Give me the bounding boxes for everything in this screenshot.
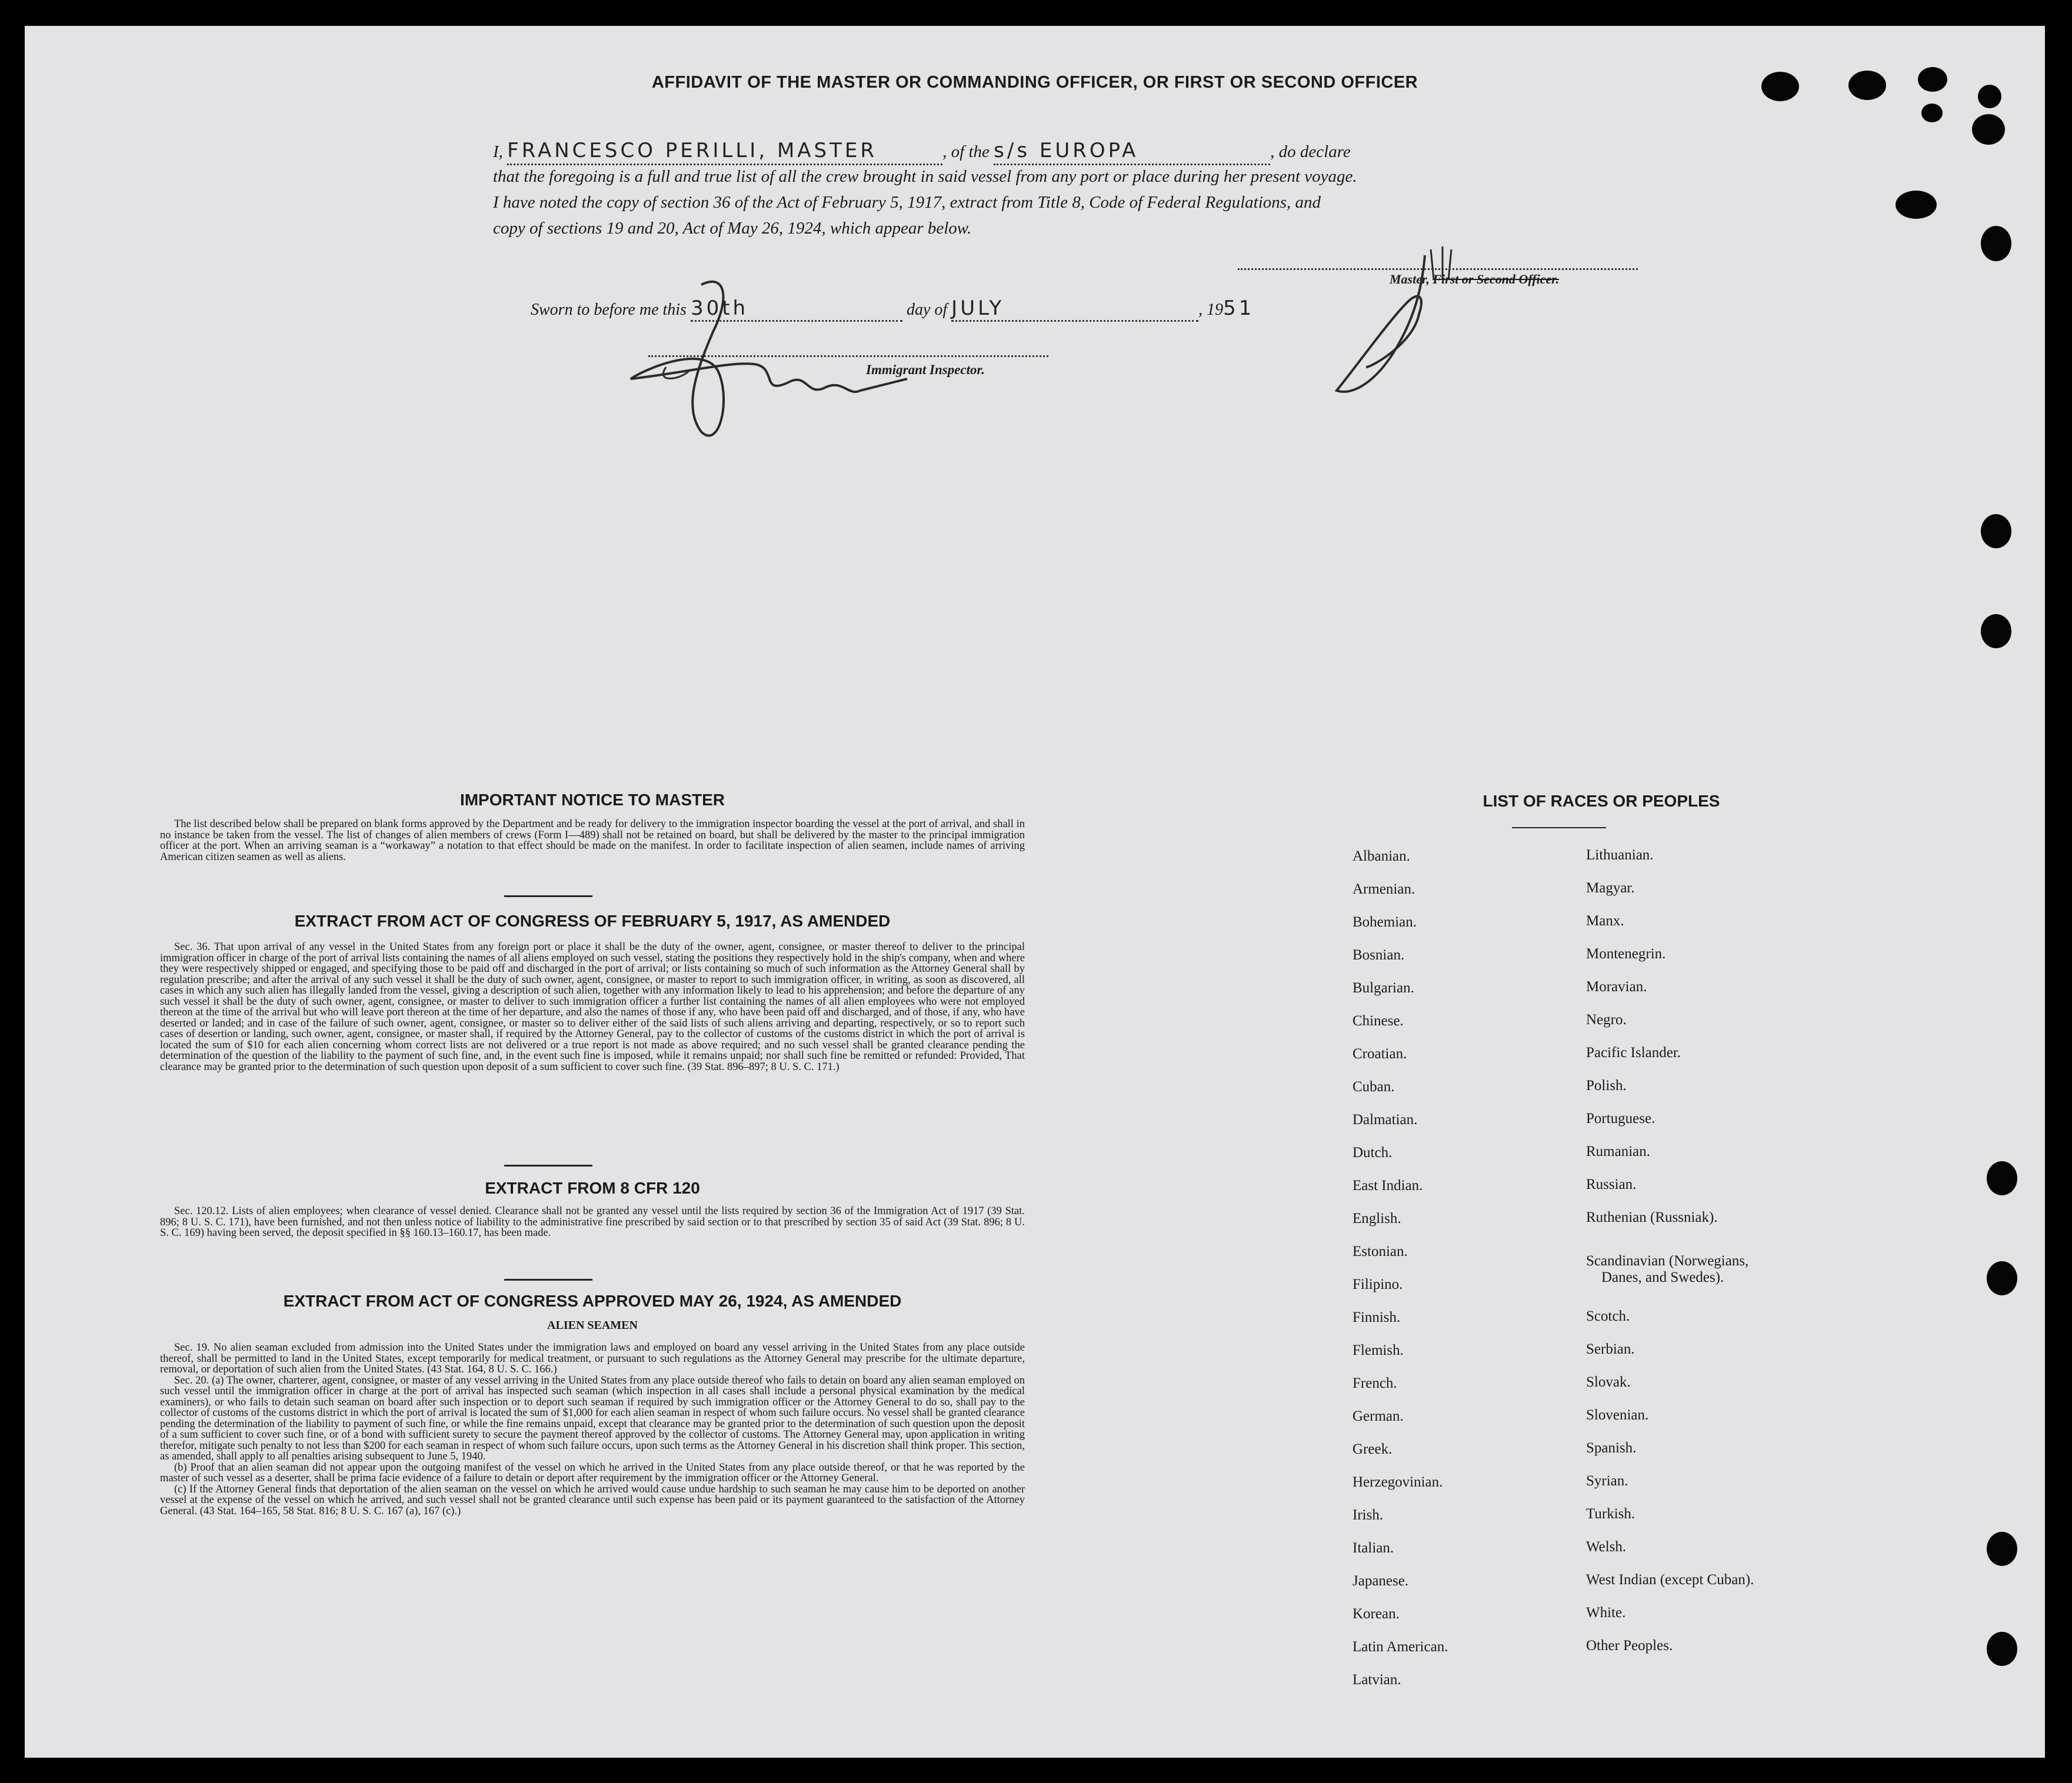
inspector-label: Immigrant Inspector. [866,362,985,377]
master-signature [1301,232,1490,408]
races-title: LIST OF RACES OR PEOPLES [1483,792,1720,810]
race-item: Portuguese. [1586,1111,1655,1127]
vessel-name-field: s/s EUROPA [994,138,1270,165]
do-declare-text: , do declare [1270,142,1351,161]
race-item: Bulgarian. [1353,980,1414,996]
race-item: Russian. [1586,1177,1637,1192]
extract-1917-paragraph: Sec. 36. That upon arrival of any vessel in the United States from any foreign port or place it shall be the duty of the owner, agent, consignee, or master thereof to deliver to the principal immigration officer in charge of the port of arrival lists containing the names of all aliens employed on such vessel, stating the positions they respectively hold in the ship's company, when and where they were respectively shipped or engaged, and specifying those to be paid off and discharged in the port of arrival; or lists containing so much of such information as the Attorney General shall by regulation prescribe; and after the arrival of any such vessel it shall be the duty of such owner, agent, consignee, or master to report to such immigration officer, in writing, as soon as discovered, all cases in which any such alien has illegally landed from the vessel, giving a description of such alien, together with any information likely to lead to his apprehension; and before the departure of any such vessel it shall be the duty of such owner, agent, consignee, or master to deliver to such immigration officer a further list containing the names of all alien employees who were not employed thereon at the time of the arrival but who will leave port thereon at the time of her departure, and also the names of those if any, who have been paid off and discharged, and of those, if any, who have deserted or landed; and in case of the failure of such owner, agent, consignee, or master so to deliver either of the said lists of such aliens arriving and departing, respectively, or so to report such cases of desertion or landing, such owner, agent, consignee, or master shall, if required by the Attorney General, pay to the collector of customs of the customs district in which the port of arrival is located the sum of $10 for each alien concerning whom correct lists are not delivered or a true report is not made as above required; and no such vessel shall be granted clearance pending the determination of the question of the liability to the payment of such fine, and, in the event such fine is imposed, while it remains unpaid; nor shall such fine be remitted or refunded: Provided, That clearance may be granted prior to the determination of such question upon deposit of a sum sufficient to cover such fine. (39 Stat. 896–897; 8 U. S. C. 171.) [160,941,1025,1073]
race-item: Polish. [1586,1078,1627,1094]
race-item: Herzegovinian. [1353,1474,1443,1490]
declaration-line-4: copy of sections 19 and 20, Act of May 26, 1924, which appear below. [493,219,972,238]
punch-hole [1972,114,2005,145]
races-divider [1512,827,1606,828]
section-divider [504,1279,592,1281]
sworn-month-field: JULY [951,296,1198,322]
race-item: Albanian. [1353,848,1410,864]
extract-1917-text [160,942,1025,1072]
race-item: Korean. [1353,1606,1400,1622]
affidavit-title: AFFIDAVIT OF THE MASTER OR COMMANDING OFFICER, OR FIRST OR SECOND OFFICER [651,73,1418,92]
race-item: Lithuanian. [1586,847,1654,863]
sworn-text: Sworn to before me this [531,301,687,319]
notice-text [160,819,1025,862]
race-item: West Indian (except Cuban). [1586,1572,1754,1588]
race-item: Estonian. [1353,1244,1408,1259]
punch-hole [1896,191,1937,219]
race-item: Slovak. [1586,1374,1631,1390]
race-item: Scandinavian (Norwegians, [1586,1253,1749,1269]
notice-paragraph: The list described below shall be prepared on blank forms approved by the Department and be ready for delivery to the immigration inspector boarding the vessel at the port of arrival, and shall in no instance be taken from the vessel. The list of changes of alien members of crews (Form I—489) shall not be retained on board, but shall be delivered by the master to the principal immigration officer at the port. When an arriving seaman is a “workaway” a notation to that effect should be made on the manifest. In order to facilitate inspection of alien seamen, include names of arriving American citizen seamen as well as aliens. [160,818,1025,863]
race-item: White. [1586,1605,1626,1621]
extract-1917-title: EXTRACT FROM ACT OF CONGRESS OF FEBRUARY 5, 1917, AS AMENDED [294,912,891,930]
sec20b-paragraph: (b) Proof that an alien seaman did not appear upon the outgoing manifest of the vessel on which he arrived in the United States from any place outside thereof, or that he was reported by the master of such vessel as a deserter, shall be prima facie evidence of a failure to detain or deport after requirement by the immigration officer or the Attorney General. [160,1461,1025,1484]
sworn-year-field: 51 [1223,296,1255,320]
sec20c-paragraph: (c) If the Attorney General finds that deportation of the alien seaman on the vessel on which he arrived would cause undue hardship to such seaman he may cause him to be deported on another vessel at the expense of the vessel on which he arrived, and such vessel shall not be granted clearance until such expense has been paid or its payment guaranteed to the satisfaction of the Attorney General. (43 Stat. 164–165, 58 Stat. 816; 8 U. S. C. 167 (a), 167 (c).) [160,1483,1025,1517]
declaration-line-3: I have noted the copy of section 36 of the Act of February 5, 1917, extract from Title 8, Code of Federal Regulations, and [493,193,1321,212]
race-item: French. [1353,1375,1397,1391]
punch-hole [1981,226,2011,261]
document-page [25,26,2045,1758]
race-item: Montenegrin. [1586,946,1666,962]
punch-hole [1981,514,2011,548]
race-item: Ruthenian (Russniak). [1586,1209,1718,1225]
race-item: Serbian. [1586,1341,1635,1357]
race-item: Scotch. [1586,1308,1630,1324]
punch-hole [1921,104,1943,122]
punch-hole [1981,614,2011,648]
punch-hole [1987,1261,2017,1295]
cfr-title: EXTRACT FROM 8 CFR 120 [485,1179,700,1197]
race-item: Welsh. [1586,1539,1627,1555]
race-item: Magyar. [1586,880,1635,896]
race-item: East Indian. [1353,1178,1423,1194]
race-item: Croatian. [1353,1046,1407,1062]
cfr-text [160,1206,1025,1239]
year-prefix-text: , 19 [1198,301,1224,319]
declaration-line-2: that the foregoing is a full and true list of all the crew brought in said vessel from any port or place during her present voyage. [493,167,1357,186]
race-item: Negro. [1586,1012,1627,1028]
section-divider [504,1165,592,1167]
race-item: German. [1353,1408,1404,1424]
punch-hole [1987,1161,2017,1195]
race-item: Slovenian. [1586,1407,1649,1423]
race-item: Manx. [1586,913,1624,929]
sec20a-paragraph: Sec. 20. (a) The owner, charterer, agent, consignee, or master of any vessel arriving in the United States from any place outside thereof who fails to detain on board any alien seaman employed on such vessel until the immigration officer in charge at the port of arrival has inspected such seaman (which inspection in all cases shall include a personal physical examination by the medical examiners), or who fails to detain such seaman on board after such inspection or to deport such seaman if required by such immigration officer or the Attorney General to do so, shall pay to the collector of customs of the customs district in which the port of arrival is located the sum of $1,000 for each alien seaman in respect of whom such failure occurs. No vessel shall be granted clearance pending the determination of the liability to payment of such fine, or while the fine remains unpaid, except that clearance may be granted prior to the determination of such question upon the deposit of a sum sufficient to cover such fine, or of a bond with sufficient surety to secure the payment thereof approved by the collector of customs. The Attorney General may, upon application in writing therefor, mitigate such penalty to not less than $200 for each seaman in respect of whom such failure occurs, upon such terms as the Attorney General in his discretion shall think proper. This section, as amended, shall apply to all penalties arising subsequent to June 5, 1940. [160,1374,1025,1462]
section-divider [504,895,592,897]
sec19-paragraph: Sec. 19. No alien seaman excluded from admission into the United States under the immigration laws and employed on board any vessel arriving in the United States from any place outside thereof, shall be permitted to land in the United States, except temporarily for medical treatment, or pursuant to such regulations as the Attorney General may prescribe for the ultimate departure, removal, or deportation of such alien from the United States. (43 Stat. 164, 8 U. S. C. 166.) [160,1342,1025,1375]
of-the-text: , of the [942,142,990,161]
race-item: Armenian. [1353,881,1415,897]
cfr-paragraph: Sec. 120.12. Lists of alien employees; when clearance of vessel denied. Clearance shall not be granted any vessel until the lists required by section 36 of the Immigration Act of 1917 (39 Stat. 896; 8 U. S. C. 171), have been furnished, and not then unless notice of liability to the administrative fine prescribed by said section or to that prescribed by section 35 of said Act (39 Stat. 896; 8 U. S. C. 169) having been served, the deposit specified in §§ 160.13–160.17, has been made. [160,1205,1025,1239]
struck-officer-label: First or Second Officer. [1433,272,1560,286]
race-item: Spanish. [1586,1440,1637,1456]
race-item: Italian. [1353,1540,1394,1556]
race-item: Filipino. [1353,1277,1403,1292]
alien-seamen-subtitle: ALIEN SEAMEN [547,1319,638,1332]
master-name-field: FRANCESCO PERILLI, MASTER [507,138,942,165]
race-item: Latvian. [1353,1672,1401,1688]
day-of-text: day of [906,301,948,319]
race-item: English. [1353,1211,1401,1227]
race-item: Cuban. [1353,1079,1395,1095]
extract-1924-title: EXTRACT FROM ACT OF CONGRESS APPROVED MAY 26, 1924, AS AMENDED [283,1292,902,1310]
master-label-text: Master, [1390,272,1430,286]
race-item: Irish. [1353,1507,1384,1523]
race-item: Syrian. [1586,1473,1628,1489]
race-item: Japanese. [1353,1573,1409,1589]
punch-hole [1987,1532,2017,1566]
race-item: Other Peoples. [1586,1638,1673,1654]
race-item: Danes, and Swedes). [1601,1269,1724,1285]
race-item: Bohemian. [1353,914,1417,930]
race-item: Rumanian. [1586,1144,1651,1159]
declaration-i: I, [493,142,503,161]
sworn-day-field: 30th [691,296,902,322]
race-item: Latin American. [1353,1639,1448,1655]
inspector-signature [613,261,919,449]
race-item: Moravian. [1586,979,1647,995]
punch-hole [1987,1632,2017,1666]
race-item: Pacific Islander. [1586,1045,1681,1061]
race-item: Dutch. [1353,1145,1393,1161]
race-item: Turkish. [1586,1506,1635,1522]
declaration-line-1 [493,138,1640,165]
race-item: Greek. [1353,1441,1393,1457]
race-item: Chinese. [1353,1013,1404,1029]
race-item: Bosnian. [1353,947,1405,963]
extract-1924-text [160,1342,1025,1517]
race-item: Finnish. [1353,1309,1401,1325]
race-item: Flemish. [1353,1342,1404,1358]
notice-title: IMPORTANT NOTICE TO MASTER [459,791,725,809]
race-item: Dalmatian. [1353,1112,1418,1128]
